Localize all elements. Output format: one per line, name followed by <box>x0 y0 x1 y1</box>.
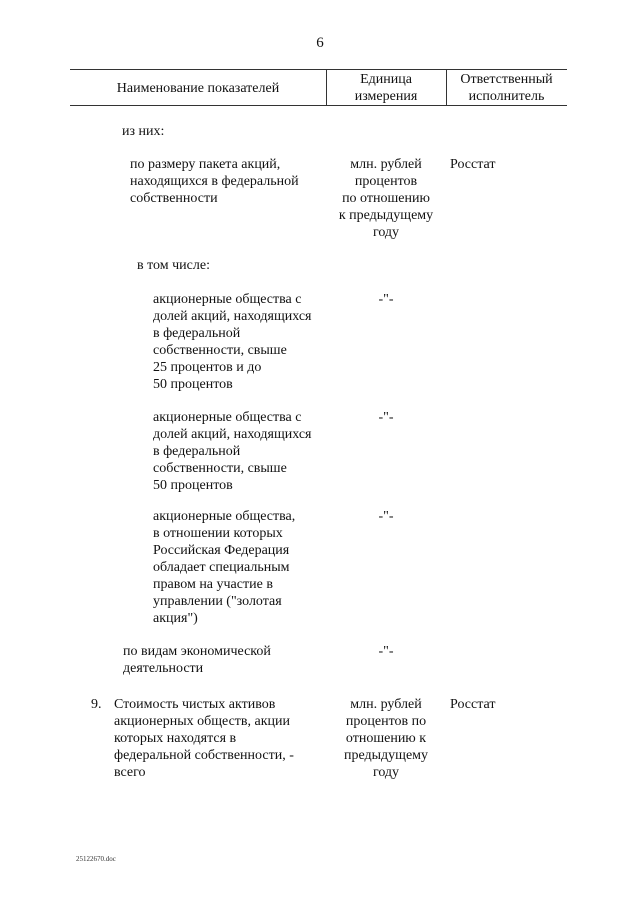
unit-share-25-50: -"- <box>378 292 394 307</box>
header-executor: Ответственный исполнитель <box>460 72 553 104</box>
subheading-iz-nih: из них: <box>122 124 165 139</box>
indicator-net-assets: Стоимость чистых активов акционерных обществ, акции которых находятся в федеральной собственности, - всего <box>114 697 294 780</box>
indicator-share-25-50: акционерные общества с долей акций, находящихся в федеральной собственности, свыше 25 процентов и до 50 процентов <box>153 292 312 392</box>
header-top-rule <box>70 69 567 70</box>
indicator-by-activity: по видам экономической деятельности <box>123 644 271 676</box>
page-number: 6 <box>316 35 324 51</box>
header-indicator-name: Наименование показателей <box>116 81 280 96</box>
subheading-v-tom-chisle: в том числе: <box>137 258 210 273</box>
unit-package-size: млн. рублей процентов по отношению к предыдущему году <box>338 157 434 240</box>
unit-share-over-50: -"- <box>378 410 394 425</box>
header-bottom-rule <box>70 105 567 106</box>
executor-net-assets: Росстат <box>450 697 496 712</box>
unit-golden-share: -"- <box>378 509 394 524</box>
indicator-golden-share: акционерные общества, в отношении которых Российская Федерация обладает специальным правом на участие в управлении ("золотая акция") <box>153 509 296 626</box>
indicator-share-over-50: акционерные общества с долей акций, находящихся в федеральной собственности, свыше 50 процентов <box>153 410 312 493</box>
indicator-package-size: по размеру пакета акций, находящихся в федеральной собственности <box>130 157 299 206</box>
unit-by-activity: -"- <box>378 644 394 659</box>
header-unit: Единица измерения <box>354 72 418 104</box>
executor-package-size: Росстат <box>450 157 496 172</box>
footer-file-code: 25122670.doc <box>76 855 116 863</box>
item-number-9: 9. <box>91 697 102 712</box>
unit-net-assets: млн. рублей процентов по отношению к предыдущему году <box>343 697 429 780</box>
